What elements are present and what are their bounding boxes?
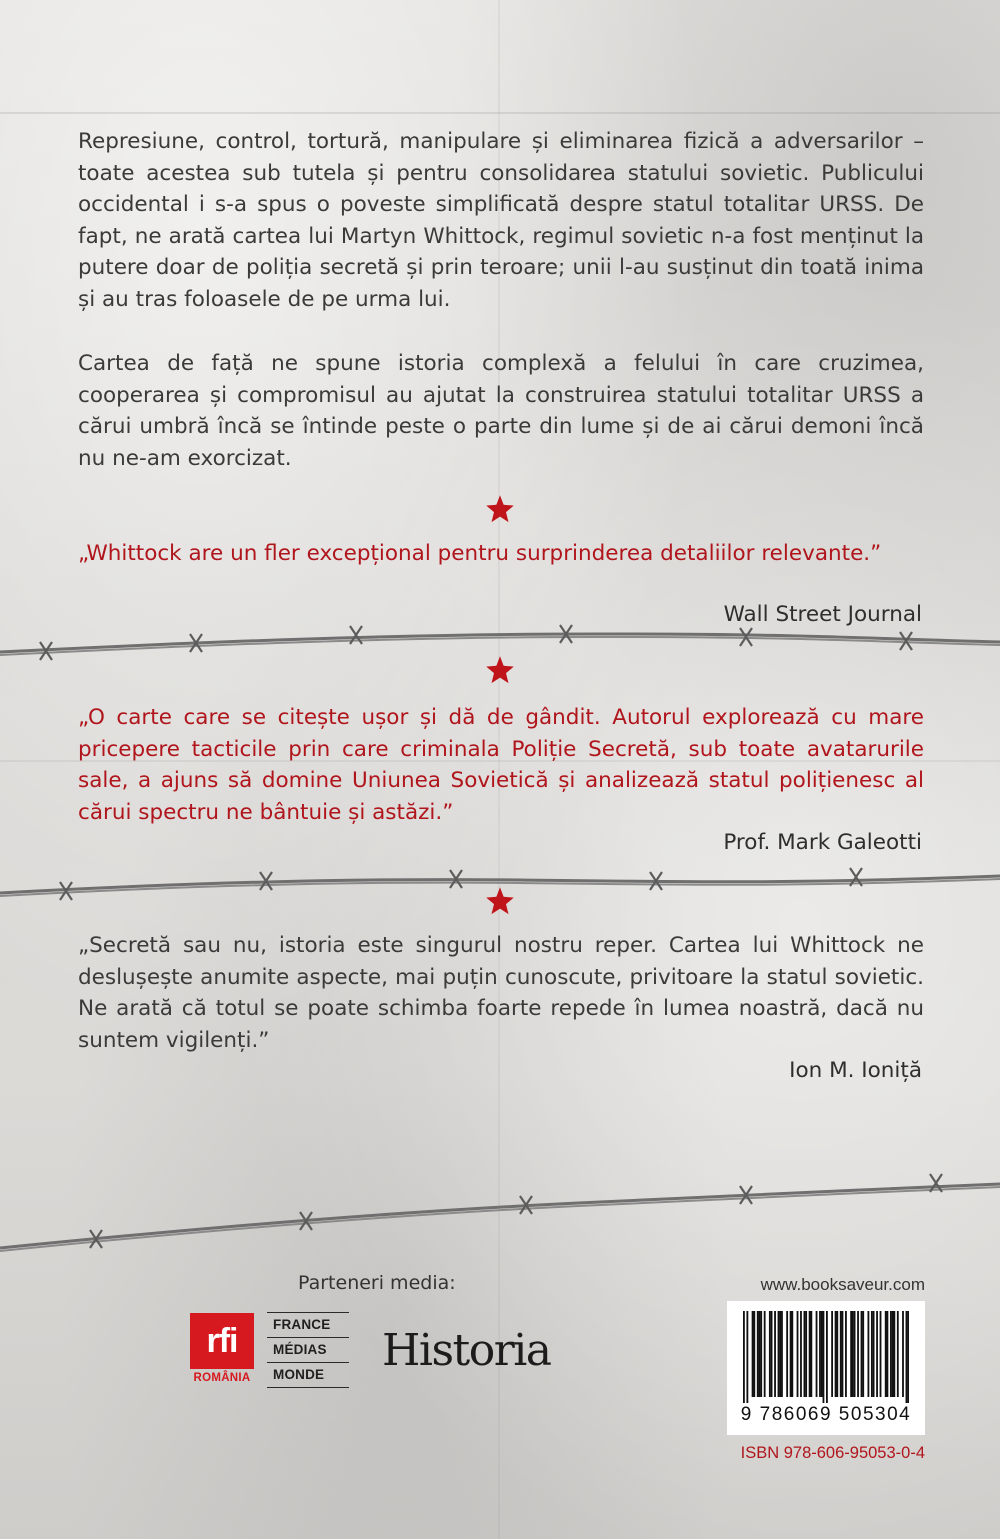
- media-partners-label: Parteneri media:: [298, 1272, 456, 1294]
- concrete-crease: [0, 112, 1000, 114]
- quote-1: „Whittock are un fler excepțional pentru surprinderea detaliilor relevante.”: [78, 541, 882, 566]
- description-paragraph-2: Cartea de față ne spune istoria complexă a felului în care cruzimea, cooperarea și compromisul au ajutat la construirea statului totalitar URSS a cărui umbră încă se întinde peste o parte din lume și de ai cărui demoni încă nu ne-am exorcizat.: [78, 351, 924, 471]
- red-star-icon: [485, 494, 515, 524]
- quote-2: „O carte care se citește ușor și dă de gândit. Autorul explorează cu mare pricepere tacticile prin care criminala Poliție Secretă, sub toate avatarurile sale, a ajuns să domine Uniunea Sovietică și analizează statul polițienesc al cărui spectru ne bântuie și astăzi.”: [78, 705, 924, 825]
- publisher-website: www.booksaveur.com: [760, 1275, 925, 1294]
- fmm-line-3: MONDE: [267, 1362, 349, 1388]
- rfi-logo-text: rfi: [190, 1313, 254, 1369]
- red-star-icon: [485, 655, 515, 685]
- quote-3: „Secretă sau nu, istoria este singurul nostru reper. Cartea lui Whittock ne deslușește anumite aspecte, mai puțin cunoscute, privitoare la statul sovietic. Ne arată că totul se poate schimba foarte repede în lumea noastră, dacă nu suntem vigilenți.”: [78, 933, 924, 1053]
- fmm-line-2: MÉDIAS: [267, 1337, 349, 1362]
- quote-1-source: Wall Street Journal: [723, 602, 922, 627]
- barcode: [727, 1301, 925, 1435]
- rfi-logo-subtitle: ROMÂNIA: [193, 1372, 251, 1384]
- rfi-logo: [190, 1313, 254, 1391]
- quote-3-source: Ion M. Ioniță: [789, 1058, 922, 1083]
- barbed-wire-icon: [0, 1166, 1000, 1256]
- france-medias-monde-logo: [267, 1312, 349, 1388]
- red-star-icon: [485, 886, 515, 916]
- barcode-number: 9 786069 505304: [740, 1404, 912, 1425]
- barcode-bars-icon: [743, 1311, 909, 1403]
- description-paragraph-1: Represiune, control, tortură, manipulare și eliminarea fizică a adversarilor – toate acestea sub tutela și pentru consolidarea statului sovietic. Publicului occidental i s-a spus o poveste simplificată despre statul totalitar URSS. De fapt, ne arată cartea lui Martyn Whittock, regimul sovietic n-a fost menținut la putere doar de poliția secretă și prin teroare; unii l-au susținut din toată inima și au tras foloasele de pe urma lui.: [78, 129, 924, 312]
- historia-logo: Historia: [382, 1325, 551, 1376]
- quote-2-source: Prof. Mark Galeotti: [723, 830, 922, 855]
- fmm-line-1: FRANCE: [267, 1312, 349, 1337]
- isbn-text: ISBN 978-606-95053-0-4: [740, 1444, 925, 1462]
